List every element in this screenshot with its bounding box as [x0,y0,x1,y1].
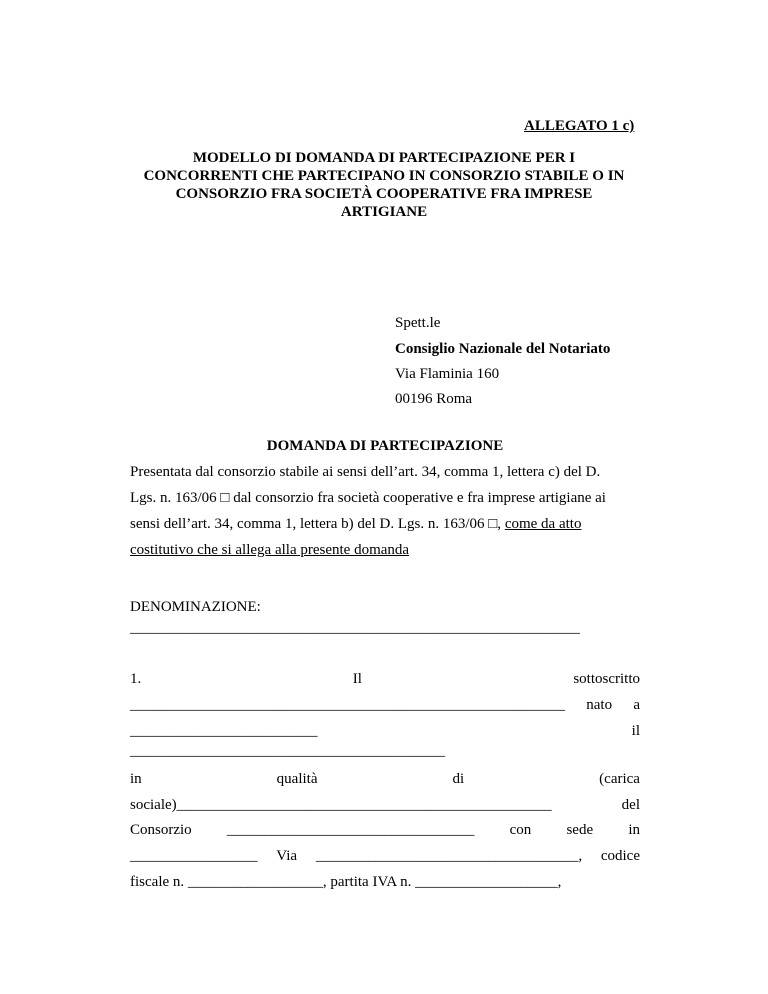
section-title: DOMANDA DI PARTECIPAZIONE [266,438,504,454]
form-text: in [130,771,142,787]
form-text: di [452,771,465,787]
form-text: con [509,822,532,838]
document-title [100,149,668,221]
street-field[interactable]: ___________________________________, [315,848,583,864]
form-row [130,723,640,740]
addressee-name: Consiglio Nazionale del Notariato [395,341,611,357]
denominazione-label: DENOMINAZIONE: [130,599,261,615]
form-text: del [621,797,640,813]
form-row [130,771,640,788]
intro-line: Presentata dal consorzio stabile ai sensi dell’art. 34, comma 1, lettera c) del D. [130,464,601,480]
attachment-label: ALLEGATO 1 c) [524,118,635,134]
denominazione-field[interactable]: ____________________________________________________________ [130,620,580,636]
birthplace-field[interactable]: _________________________ [130,723,318,739]
form-row [130,848,640,865]
addressee-street: Via Flaminia 160 [395,366,500,382]
form-row [130,671,640,688]
addressee-city: 00196 Roma [395,391,473,407]
tax-ids-line: fiscale n. __________________, partita IVA n. ___________________, [130,874,562,890]
form-text: Via [276,848,298,864]
title-line: ARTIGIANE [340,204,428,220]
form-row [130,797,640,814]
form-text: Consorzio [130,822,192,838]
title-line: CONSORZIO FRA SOCIETÀ COOPERATIVE FRA IMPRESE [175,186,593,202]
birthdate-field[interactable]: __________________________________________ [130,743,445,759]
city-field[interactable]: _________________ [130,848,258,864]
intro-line [130,511,650,537]
role-field[interactable]: sociale)__________________________________________________ [130,797,552,813]
intro-underlined: come da atto [504,516,582,532]
form-text: sottoscritto [573,671,640,687]
form-text: nato [586,697,613,713]
name-field[interactable]: __________________________________________________________ [130,697,565,713]
form-text: in [628,822,640,838]
intro-text: sensi dell’art. 34, comma 1, lettera b) del D. Lgs. n. 163/06 □, [130,516,505,532]
form-text: codice [600,848,640,864]
form-text: qualità [276,771,318,787]
form-text: (carica [599,771,640,787]
form-row [130,822,640,839]
title-line: MODELLO DI DOMANDA DI PARTECIPAZIONE PER I [192,150,576,166]
intro-line: costitutivo che si allega alla presente domanda [130,542,410,558]
form-text: sede [566,822,594,838]
form-text: a [633,697,640,713]
form-row [130,697,640,714]
intro-line: Lgs. n. 163/06 □ dal consorzio fra società cooperative e fra imprese artigiane ai [130,490,606,506]
consortium-field[interactable]: _________________________________ [226,822,475,838]
intro-paragraph [130,459,650,563]
form-text: il [631,723,640,739]
title-line: CONCORRENTI CHE PARTECIPANO IN CONSORZIO STABILE O IN [143,168,625,184]
form-text: Il [352,671,362,687]
addressee-salutation: Spett.le [395,315,441,331]
item-number: 1. [130,671,142,687]
